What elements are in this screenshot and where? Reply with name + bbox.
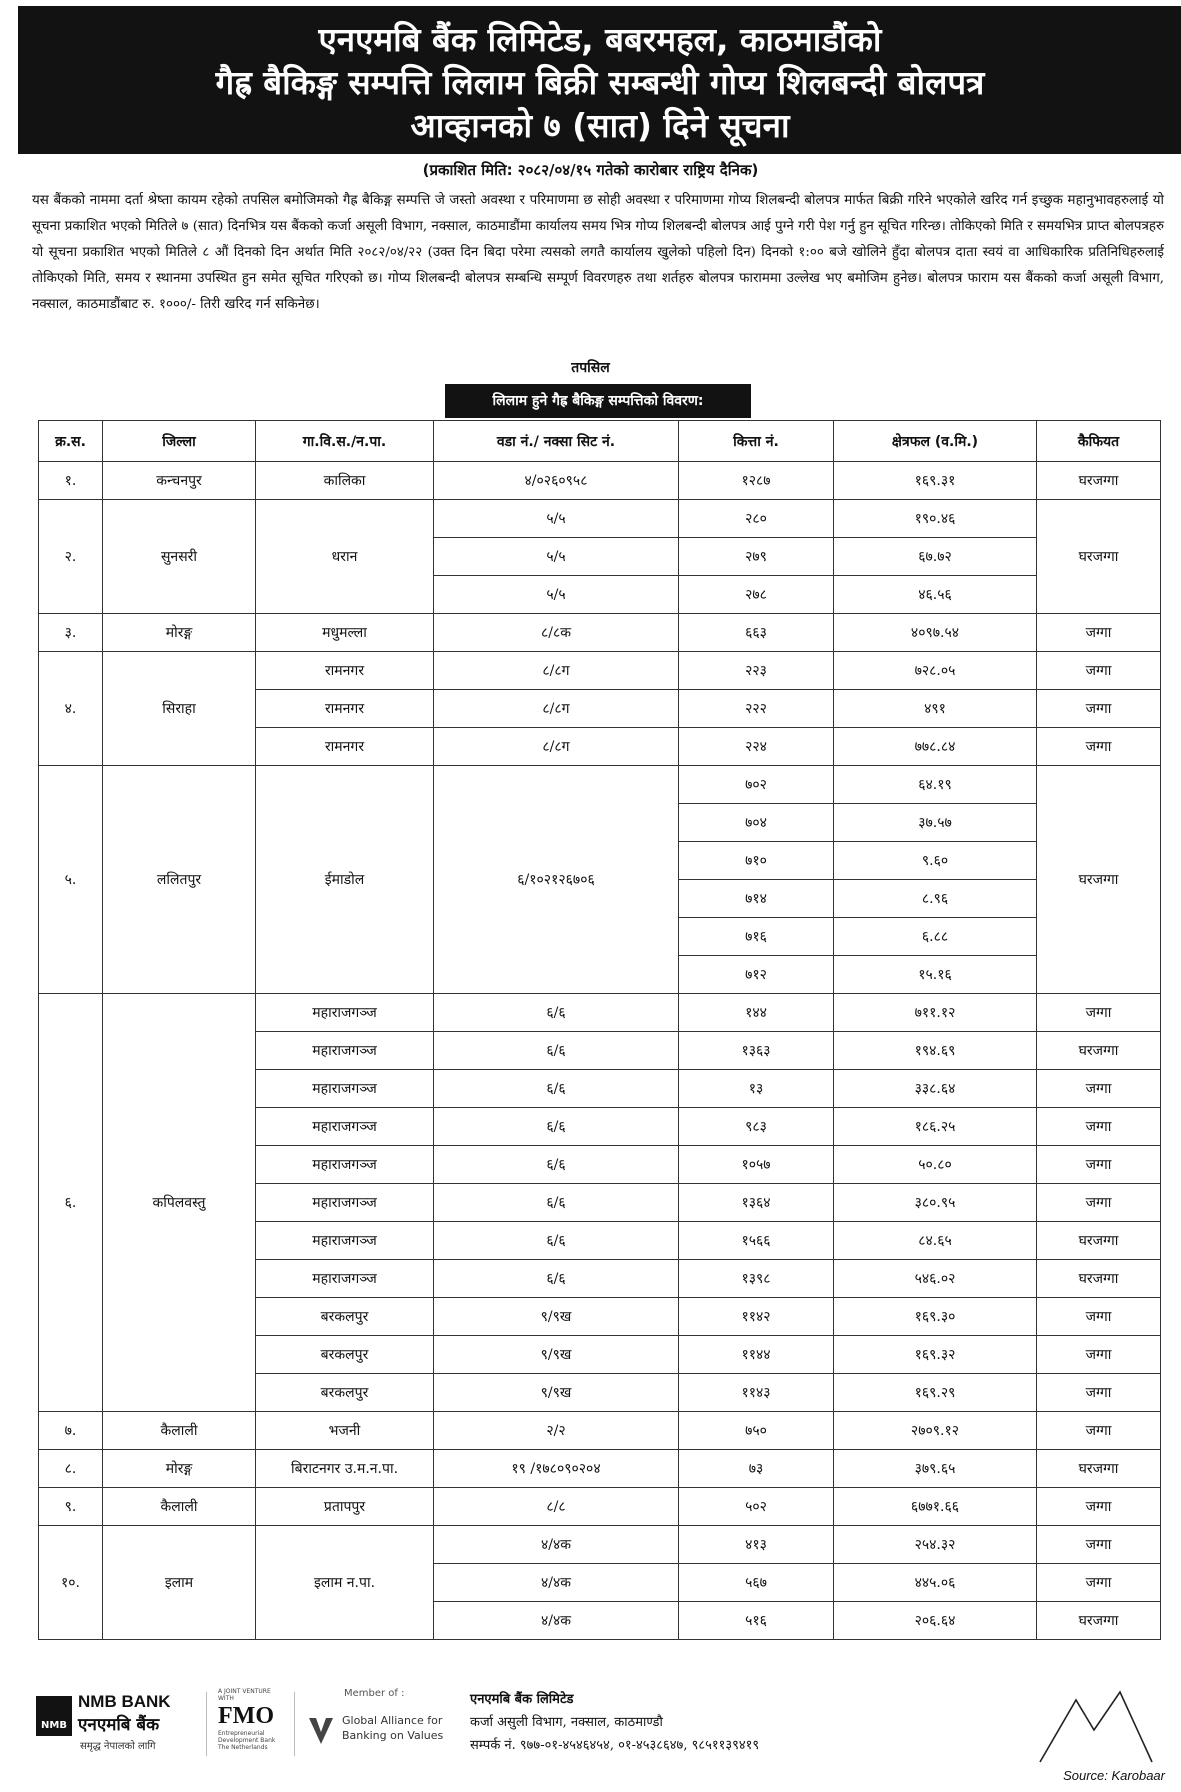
cell-serial: ६. xyxy=(39,994,103,1412)
cell-kitta: २२४ xyxy=(679,728,834,766)
cell-area: ३३८.६४ xyxy=(834,1070,1037,1108)
cell-area: ५४६.०२ xyxy=(834,1260,1037,1298)
gabv-logo-icon xyxy=(306,1714,336,1748)
table-header-row xyxy=(39,421,1161,462)
cell-area: ७२८.०५ xyxy=(834,652,1037,690)
cell-remarks: घरजग्गा xyxy=(1037,500,1161,614)
cell-kitta: १२८७ xyxy=(679,462,834,500)
cell-area: १६९.३० xyxy=(834,1298,1037,1336)
cell-kitta: ७१२ xyxy=(679,956,834,994)
cell-serial: ९. xyxy=(39,1488,103,1526)
cell-municipality: रामनगर xyxy=(256,690,434,728)
gabv-line-2: Banking on Values xyxy=(342,1729,444,1742)
cell-ward-sheet: ४/४क xyxy=(434,1526,679,1564)
cell-kitta: ५१६ xyxy=(679,1602,834,1640)
header-remarks: कैफियत xyxy=(1037,421,1161,462)
cell-municipality: धरान xyxy=(256,500,434,614)
contact-department: कर्जा असुली विभाग, नक्साल, काठमाण्डौ xyxy=(470,1715,663,1730)
table-row xyxy=(39,1488,1161,1526)
cell-area: १८६.२५ xyxy=(834,1108,1037,1146)
footer xyxy=(0,1686,1181,1766)
header-line-1: एनएमबि बैंक लिमिटेड, बबरमहल, काठमाडौंको xyxy=(318,20,882,59)
cell-area: १६९.३१ xyxy=(834,462,1037,500)
cell-remarks: घरजग्गा xyxy=(1037,1260,1161,1298)
cell-municipality: महाराजगञ्ज xyxy=(256,1184,434,1222)
cell-kitta: १३ xyxy=(679,1070,834,1108)
cell-district: ललितपुर xyxy=(103,766,256,994)
cell-serial: ७. xyxy=(39,1412,103,1450)
cell-serial: ५. xyxy=(39,766,103,994)
cell-area: २५४.३२ xyxy=(834,1526,1037,1564)
cell-ward-sheet: ८/८ग xyxy=(434,652,679,690)
cell-ward-sheet: ६/६ xyxy=(434,1070,679,1108)
cell-remarks: जग्गा xyxy=(1037,994,1161,1032)
cell-district: सिराहा xyxy=(103,652,256,766)
cell-municipality: बरकलपुर xyxy=(256,1336,434,1374)
cell-area: ६७७१.६६ xyxy=(834,1488,1037,1526)
cell-remarks: घरजग्गा xyxy=(1037,1032,1161,1070)
table-row xyxy=(39,462,1161,500)
cell-serial: ४. xyxy=(39,652,103,766)
cell-remarks: जग्गा xyxy=(1037,614,1161,652)
cell-district: कैलाली xyxy=(103,1488,256,1526)
cell-municipality: बरकलपुर xyxy=(256,1298,434,1336)
cell-area: ७७८.८४ xyxy=(834,728,1037,766)
cell-kitta: ११४४ xyxy=(679,1336,834,1374)
cell-area: ९.६० xyxy=(834,842,1037,880)
cell-area: १९४.६९ xyxy=(834,1032,1037,1070)
cell-municipality: महाराजगञ्ज xyxy=(256,1032,434,1070)
cell-ward-sheet: १९ /१७८०९०२०४ xyxy=(434,1450,679,1488)
gabv-membership xyxy=(306,1688,456,1762)
cell-municipality: मधुमल्ला xyxy=(256,614,434,652)
cell-area: ८४.६५ xyxy=(834,1222,1037,1260)
cell-municipality: कालिका xyxy=(256,462,434,500)
publication-note: (प्रकाशित मिति: २०८२/०४/१५ गतेको कारोबार राष्ट्रिय दैनिक) xyxy=(422,161,759,179)
nmb-bank-logo xyxy=(36,1692,196,1762)
cell-kitta: ६६३ xyxy=(679,614,834,652)
cell-municipality: महाराजगञ्ज xyxy=(256,1070,434,1108)
cell-municipality: महाराजगञ्ज xyxy=(256,1108,434,1146)
cell-kitta: ७१४ xyxy=(679,880,834,918)
cell-area: ६.८८ xyxy=(834,918,1037,956)
cell-remarks: जग्गा xyxy=(1037,1374,1161,1412)
cell-kitta: ४१३ xyxy=(679,1526,834,1564)
cell-area: ४६.५६ xyxy=(834,576,1037,614)
contact-phone: सम्पर्क नं. ९७७-०१-४५४६४५४, ०१-४५३८६४७, ९८५११३९४१९ xyxy=(470,1738,760,1753)
cell-municipality: भजनी xyxy=(256,1412,434,1450)
gabv-line-1: Global Alliance for xyxy=(342,1714,443,1727)
table-row xyxy=(39,1412,1161,1450)
cell-ward-sheet: ६/६ xyxy=(434,1260,679,1298)
table-row xyxy=(39,1526,1161,1564)
cell-ward-sheet: ४/४क xyxy=(434,1602,679,1640)
cell-remarks: जग्गा xyxy=(1037,1298,1161,1336)
cell-municipality: रामनगर xyxy=(256,728,434,766)
cell-municipality: महाराजगञ्ज xyxy=(256,1222,434,1260)
cell-ward-sheet: ४/०२६०९५८ xyxy=(434,462,679,500)
cell-area: १६९.३२ xyxy=(834,1336,1037,1374)
fmo-name: FMO xyxy=(218,1703,274,1729)
cell-kitta: ७५० xyxy=(679,1412,834,1450)
table-row xyxy=(39,994,1161,1032)
cell-kitta: २७८ xyxy=(679,576,834,614)
cell-serial: १०. xyxy=(39,1526,103,1640)
cell-municipality: महाराजगञ्ज xyxy=(256,1146,434,1184)
cell-remarks: जग्गा xyxy=(1037,1146,1161,1184)
cell-district: कैलाली xyxy=(103,1412,256,1450)
cell-municipality: बिराटनगर उ.म.न.पा. xyxy=(256,1450,434,1488)
cell-area: ५०.८० xyxy=(834,1146,1037,1184)
cell-remarks: घरजग्गा xyxy=(1037,1450,1161,1488)
cell-ward-sheet: ९/९ख xyxy=(434,1336,679,1374)
cell-remarks: जग्गा xyxy=(1037,1412,1161,1450)
cell-ward-sheet: ८/८ग xyxy=(434,728,679,766)
cell-ward-sheet: ६/१०२१२६७०६ xyxy=(434,766,679,994)
fmo-country: The Netherlands xyxy=(218,1744,268,1751)
cell-area: ३८०.९५ xyxy=(834,1184,1037,1222)
header-municipality: गा.वि.स./न.पा. xyxy=(256,421,434,462)
cell-remarks: घरजग्गा xyxy=(1037,1602,1161,1640)
cell-remarks: जग्गा xyxy=(1037,1184,1161,1222)
cell-kitta: ११४३ xyxy=(679,1374,834,1412)
cell-serial: २. xyxy=(39,500,103,614)
cell-kitta: ५०२ xyxy=(679,1488,834,1526)
fmo-subtitle: Entrepreneurial Development Bank xyxy=(218,1730,276,1744)
cell-remarks: घरजग्गा xyxy=(1037,1222,1161,1260)
cell-remarks: जग्गा xyxy=(1037,1564,1161,1602)
cell-remarks: जग्गा xyxy=(1037,1488,1161,1526)
cell-kitta: २२२ xyxy=(679,690,834,728)
table-title: लिलाम हुने गैह्र बैकिङ्ग सम्पत्तिको विवरण: xyxy=(445,384,751,418)
cell-kitta: १३९८ xyxy=(679,1260,834,1298)
fmo-joint-venture-label: A JOINT VENTURE WITH xyxy=(218,1688,271,1702)
cell-area: २७०९.१२ xyxy=(834,1412,1037,1450)
fmo-logo xyxy=(218,1688,282,1758)
header-serial: क्र.स. xyxy=(39,421,103,462)
cell-remarks: घरजग्गा xyxy=(1037,462,1161,500)
cell-ward-sheet: ६/६ xyxy=(434,1222,679,1260)
cell-district: सुनसरी xyxy=(103,500,256,614)
header-district: जिल्ला xyxy=(103,421,256,462)
header-ward-sheet: वडा नं./ नक्सा सिट नं. xyxy=(434,421,679,462)
cell-kitta: १३६४ xyxy=(679,1184,834,1222)
cell-municipality: इलाम न.पा. xyxy=(256,1526,434,1640)
notice-header xyxy=(18,6,1181,154)
cell-municipality: बरकलपुर xyxy=(256,1374,434,1412)
cell-ward-sheet: ५/५ xyxy=(434,500,679,538)
cell-remarks: जग्गा xyxy=(1037,690,1161,728)
cell-serial: ३. xyxy=(39,614,103,652)
cell-serial: १. xyxy=(39,462,103,500)
header-kitta: कित्ता नं. xyxy=(679,421,834,462)
cell-ward-sheet: ९/९ख xyxy=(434,1298,679,1336)
cell-serial: ८. xyxy=(39,1450,103,1488)
source-credit: Source: Karobaar xyxy=(1063,1768,1165,1783)
cell-ward-sheet: ६/६ xyxy=(434,1184,679,1222)
contact-bank-name: एनएमबि बैंक लिमिटेड xyxy=(470,1692,574,1707)
cell-district: मोरङ्ग xyxy=(103,614,256,652)
cell-ward-sheet: ८/८क xyxy=(434,614,679,652)
cell-area: ४९१ xyxy=(834,690,1037,728)
cell-district: कपिलवस्तु xyxy=(103,994,256,1412)
cell-ward-sheet: ५/५ xyxy=(434,538,679,576)
header-line-2: गैह्र बैकिङ्ग सम्पत्ति लिलाम बिक्री सम्बन्धी गोप्य शिलबन्दी बोलपत्र xyxy=(215,63,985,102)
cell-kitta: १०५७ xyxy=(679,1146,834,1184)
nmb-tagline: समृद्ध नेपालको लागि xyxy=(80,1741,156,1752)
cell-ward-sheet: ४/४क xyxy=(434,1564,679,1602)
cell-remarks: जग्गा xyxy=(1037,1526,1161,1564)
table-row xyxy=(39,652,1161,690)
table-row xyxy=(39,1450,1161,1488)
cell-municipality: महाराजगञ्ज xyxy=(256,1260,434,1298)
header-line-3: आव्हानको ७ (सात) दिने सूचना xyxy=(410,106,790,145)
cell-area: १६९.२९ xyxy=(834,1374,1037,1412)
cell-kitta: १५६६ xyxy=(679,1222,834,1260)
cell-area: १९०.४६ xyxy=(834,500,1037,538)
cell-municipality: ईमाडोल xyxy=(256,766,434,994)
cell-area: ४०९७.५४ xyxy=(834,614,1037,652)
tapsil-label: तपसिल xyxy=(571,360,610,376)
cell-kitta: ७०२ xyxy=(679,766,834,804)
header-area: क्षेत्रफल (व.मि.) xyxy=(834,421,1037,462)
table-row xyxy=(39,500,1161,538)
cell-ward-sheet: ८/८ xyxy=(434,1488,679,1526)
assets-table xyxy=(38,420,1161,1640)
cell-kitta: १३६३ xyxy=(679,1032,834,1070)
table-row xyxy=(39,766,1161,804)
cell-ward-sheet: ६/६ xyxy=(434,1108,679,1146)
cell-area: ७११.१२ xyxy=(834,994,1037,1032)
cell-district: कन्चनपुर xyxy=(103,462,256,500)
cell-ward-sheet: ६/६ xyxy=(434,994,679,1032)
cell-ward-sheet: ६/६ xyxy=(434,1146,679,1184)
cell-area: १५.१६ xyxy=(834,956,1037,994)
cell-municipality: रामनगर xyxy=(256,652,434,690)
cell-kitta: २७९ xyxy=(679,538,834,576)
table-row xyxy=(39,614,1161,652)
nmb-name-en: NMB BANK xyxy=(78,1692,171,1711)
nmb-logo-mark-icon: NMB xyxy=(36,1696,72,1736)
cell-area: ६७.७२ xyxy=(834,538,1037,576)
cell-kitta: २२३ xyxy=(679,652,834,690)
cell-area: २०६.६४ xyxy=(834,1602,1037,1640)
cell-kitta: ७३ xyxy=(679,1450,834,1488)
cell-municipality: महाराजगञ्ज xyxy=(256,994,434,1032)
cell-remarks: घरजग्गा xyxy=(1037,766,1161,994)
notice-body-text: यस बैंकको नाममा दर्ता श्रेष्ता कायम रहेको तपसिल बमोजिमको गैह्र बैकिङ्ग सम्पत्ति जे जस्तो अवस्था र परिमाणमा छ सोही अवस्था र परिमाणमा गोप्य शिलबन्दी बोलपत्र मार्फत बिक्री गरिने भएकोले खरिद गर्न इच्छुक महानुभावहरुलाई यो सूचना प्रकाशित भएको मितिले ७ (सात) दिनभित्र यस बैंकको कर्जा असूली विभाग, नक्साल, काठमाडौंमा कार्यालय समय भित्र गोप्य शिलबन्दी बोलपत्र आई पुग्ने गरी पेश गर्नु हुन सूचित गरिन्छ। तोकिएको मिति र समयभित्र प्राप्त बोलपत्रहरु यो सूचना प्रकाशित भएको मितिले ८ औं दिनको दिन अर्थात मिति २०८२/०४/२२ (उक्त दिन बिदा परेमा त्यसको लगतै कार्यालय खुलेको पहिलो दिन) दिनको १:०० बजे खोलिने हुँदा बोलपत्र दाता स्वयं वा आधिकारिक प्रतिनिधिहरुलाई तोकिएको मिति, समय र स्थानमा उपस्थित हुन समेत सूचित गरिएको छ। गोप्य शिलबन्दी बोलपत्र सम्बन्धि सम्पूर्ण विवरणहरु तथा शर्तहरु बोलपत्र फाराममा उल्लेख भए बमोजिम हुनेछ। बोलपत्र फाराम यस बैंकको कर्जा असूली विभाग, नक्साल, काठमाडौंबाट रु. १०००/- तिरी खरिद गर्न सकिनेछ। xyxy=(32,193,1164,312)
cell-kitta: ११४२ xyxy=(679,1298,834,1336)
cell-kitta: २८० xyxy=(679,500,834,538)
cell-remarks: जग्गा xyxy=(1037,1108,1161,1146)
cell-ward-sheet: ९/९ख xyxy=(434,1374,679,1412)
cell-remarks: जग्गा xyxy=(1037,652,1161,690)
cell-district: मोरङ्ग xyxy=(103,1450,256,1488)
cell-ward-sheet: ५/५ xyxy=(434,576,679,614)
cell-kitta: ७१० xyxy=(679,842,834,880)
member-label: Member of : xyxy=(344,1688,405,1699)
footer-divider xyxy=(206,1692,207,1756)
cell-area: ८.९६ xyxy=(834,880,1037,918)
cell-area: ६४.१९ xyxy=(834,766,1037,804)
cell-municipality: प्रतापपुर xyxy=(256,1488,434,1526)
assets-table-body xyxy=(39,462,1161,1640)
cell-kitta: ७०४ xyxy=(679,804,834,842)
cell-area: ३७९.६५ xyxy=(834,1450,1037,1488)
cell-district: इलाम xyxy=(103,1526,256,1640)
cell-kitta: ५६७ xyxy=(679,1564,834,1602)
contact-block xyxy=(470,1688,920,1757)
cell-kitta: ७१६ xyxy=(679,918,834,956)
nmb-name-np: एनएमबि बैंक xyxy=(78,1715,160,1735)
cell-remarks: जग्गा xyxy=(1037,728,1161,766)
footer-divider xyxy=(294,1692,295,1756)
cell-kitta: ९८३ xyxy=(679,1108,834,1146)
cell-remarks: जग्गा xyxy=(1037,1070,1161,1108)
mountain-logo-icon xyxy=(1036,1686,1156,1766)
cell-ward-sheet: ६/६ xyxy=(434,1032,679,1070)
cell-remarks: जग्गा xyxy=(1037,1336,1161,1374)
cell-area: ३७.५७ xyxy=(834,804,1037,842)
cell-ward-sheet: ८/८ग xyxy=(434,690,679,728)
cell-kitta: १४४ xyxy=(679,994,834,1032)
cell-ward-sheet: २/२ xyxy=(434,1412,679,1450)
cell-area: ४४५.०६ xyxy=(834,1564,1037,1602)
